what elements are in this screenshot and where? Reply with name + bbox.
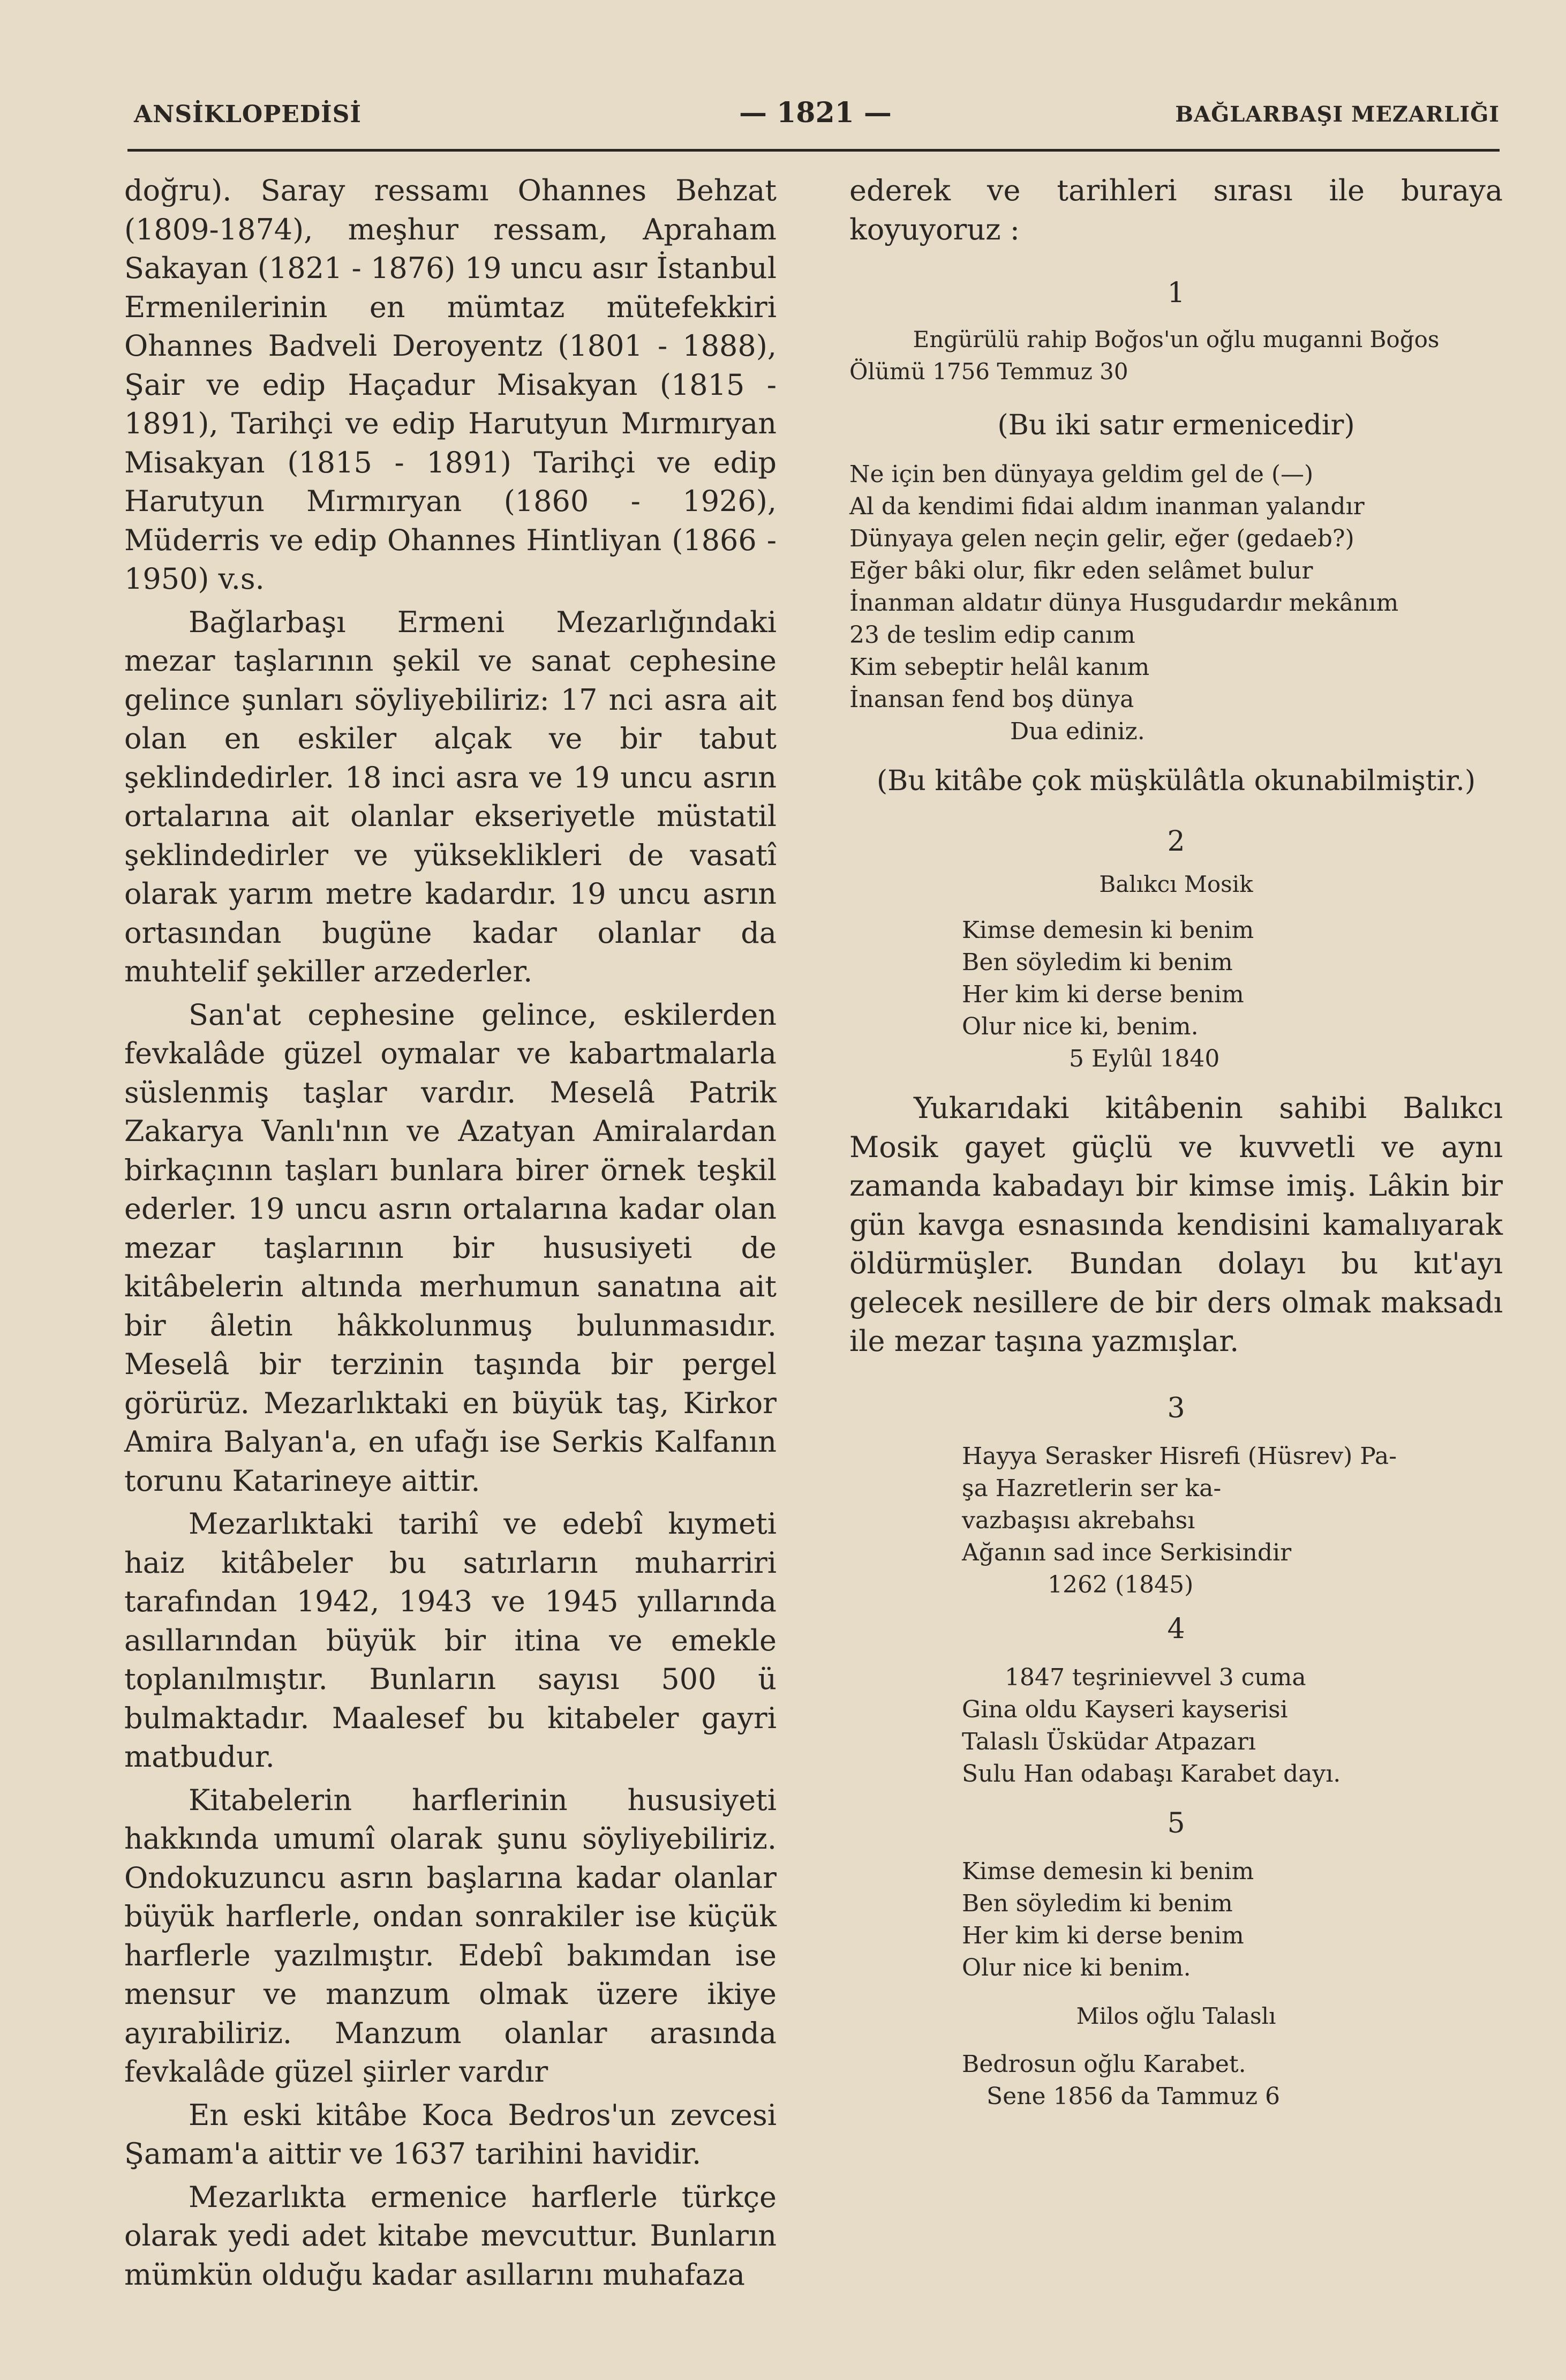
poem-line: Ben söyledim ki benim: [962, 1890, 1233, 1917]
intro-text: ederek ve tarihleri sırası ile buraya koyuyoruz :: [849, 174, 1503, 246]
header-right-title: BAĞLARBAŞI MEZARLIĞI: [1175, 102, 1500, 127]
inscription-1-note: (Bu iki satır ermenicedir): [997, 409, 1355, 441]
inscription-1-line: Engürülü rahip Boğos'un oğlu muganni Boğos: [913, 326, 1440, 352]
poem-line: Al da kendimi fidai aldım inanman yalandır: [849, 493, 1365, 520]
inscription-5-name: Milos oğlu Talaslı: [1076, 2003, 1276, 2029]
header-left-title: ANSİKLOPEDİSİ: [134, 101, 362, 128]
paragraph-6: En eski kitâbe Koca Bedros'un zevcesi Şamam'a aittir ve 1637 tarihini havidir.: [124, 2098, 777, 2171]
header-rule: [127, 149, 1500, 152]
paragraph-4: Mezarlıktaki tarihî ve edebî kıymeti haiz kitâbeler bu satırların muharriri tarafından 1942, 1943 ve 1945 yıllarında asıllarından büyük bir itina ve emekle toplanılmıştır. Bunların sayısı 500 ü bulmaktadır. Maalesef bu kitabeler gayri matbudur.: [124, 1507, 777, 1774]
paragraph-5: Kitabelerin harflerinin hususiyeti hakkında umumî olarak şunu söyliyebiliriz. Ondokuzuncu asrın başlarına kadar olanlar büyük harflerle, ondan sonrakiler ise küçük harflerle yazılmıştır. Edebî bakımdan ise mensur ve manzum olmak üzere ikiye ayırabiliriz. Manzum olanlar arasında fevkalâde güzel şiirler vardır: [124, 1783, 777, 2089]
inscription-3-number: 3: [1167, 1392, 1185, 1424]
poem-line: 1262 (1845): [1048, 1571, 1194, 1598]
inscription-1-number: 1: [1167, 277, 1185, 309]
poem-line: 23 de teslim edip canım: [849, 621, 1135, 649]
inscription-5-poem: [849, 1856, 1503, 1984]
poem-line: Gina oldu Kayseri kayserisi: [962, 1695, 1288, 1723]
running-header: [134, 90, 1500, 144]
paragraph-7: Mezarlıkta ermenice harflerle türkçe olarak yedi adet kitabe mevcuttur. Bunların mümkün olduğu kadar asıllarını muhafaza: [124, 2180, 777, 2292]
inscription-2-name: Balıkcı Mosik: [1099, 871, 1253, 897]
poem-line: Kimse demesin ki benim: [962, 1858, 1254, 1885]
poem-line: Kim sebeptir helâl kanım: [849, 654, 1150, 681]
inscription-4-number: 4: [1167, 1613, 1185, 1645]
paragraph-2: Bağlarbaşı Ermeni Mezarlığındaki mezar taşlarının şekil ve sanat cephesine gelince şunları söyliyebiliriz: 17 nci asra ait olan en eskiler alçak ve bir tabut şeklindedirler. 18 inci asra ve 19 uncu asrın ortalarına ait olanlar ekseriyetle müstatil şeklindedirler ve yükseklikleri de vasatî olarak yarım metre kadardır. 19 uncu asrın ortasından bugüne kadar olanlar da muhtelif şekiller arzederler.: [124, 605, 777, 988]
poem-line: Hayya Serasker Hisrefi (Hüsrev) Pa-: [962, 1443, 1397, 1470]
poem-line: Dünyaya gelen neçin gelir, eğer (gedaeb?): [849, 525, 1354, 552]
inscription-2-commentary: Yukarıdaki kitâbenin sahibi Balıkcı Mosik gayet güçlü ve kuvvetli ve aynı zamanda kabadayı bir kimse imiş. Lâkin bir gün kavga esnasında kendisini kamalıyarak öldürmüşler. Bundan dolayı bu kıt'ayı gelecek nesillere de bir ders olmak maksadı ile mezar taşına yazmışlar.: [849, 1091, 1503, 1358]
poem-line: vazbaşısı akrebahsı: [962, 1507, 1195, 1534]
inscription-1-note-2: (Bu kitâbe çok müşkülâtla okunabilmiştir.): [876, 765, 1476, 797]
poem-line: 5 Eylûl 1840: [1069, 1045, 1220, 1072]
poem-line: Bedrosun oğlu Karabet.: [962, 2051, 1246, 2078]
poem-line: Ne için ben dünyaya geldim gel de (—): [849, 461, 1314, 488]
poem-line: Kimse demesin ki benim: [962, 917, 1254, 944]
poem-line: Talaslı Üsküdar Atpazarı: [962, 1728, 1256, 1755]
poem-line: şa Hazretlerin ser ka-: [962, 1475, 1222, 1502]
inscription-1-heading: [849, 324, 1503, 388]
poem-line: Ağanın sad ince Serkisindir: [962, 1539, 1292, 1566]
poem-line: Olur nice ki, benim.: [962, 1013, 1199, 1040]
poem-line: Eğer bâki olur, fikr eden selâmet bulur: [849, 557, 1313, 584]
inscription-3-poem: [849, 1440, 1503, 1601]
inscription-5-number: 5: [1167, 1807, 1185, 1840]
poem-line: Ben söyledim ki benim: [962, 949, 1233, 976]
inscription-1-line: Ölümü 1756 Temmuz 30: [849, 358, 1128, 385]
poem-line: Olur nice ki benim.: [962, 1954, 1191, 1981]
poem-line: Her kim ki derse benim: [962, 1922, 1244, 1949]
paragraph-3: San'at cephesine gelince, eskilerden fevkalâde güzel oymalar ve kabartmalarla süslenmiş taşlar vardır. Meselâ Patrik Zakarya Vanlı'nın ve Azatyan Amiralardan birkaçının taşları bunlara birer örnek teşkil ederler. 19 uncu asrın ortalarına kadar olan mezar taşlarının bir hususiyeti de kitâbelerin altında merhumun sanatına ait bir âletin hâkkolunmuş bulunmasıdır. Meselâ bir terzinin taşında bir pergel görürüz. Mezarlıktaki en büyük taş, Kirkor Amira Balyan'a, en ufağı ise Serkis Kalfanın torunu Katarineye aittir.: [124, 997, 777, 1498]
inscription-4-poem: [849, 1662, 1503, 1790]
poem-line: Dua ediniz.: [1010, 718, 1145, 745]
paragraph-1: doğru). Saray ressamı Ohannes Behzat (1809-1874), meşhur ressam, Apraham Sakayan (1821 - 1876) 19 uncu asır İstanbul Ermenilerinin en mümtaz mütefekkiri Ohannes Badveli Deroyentz (1801 - 1888), Şair ve edip Haçadur Misakyan (1815 - 1891), Tarihçi ve edip Harutyun Mırmıryan Misakyan (1815 - 1891) Tarihçi ve edip Harutyun Mırmıryan (1860 - 1926), Müderris ve edip Ohannes Hintliyan (1866 - 1950) v.s.: [124, 174, 777, 596]
inscription-1-poem: [849, 459, 1503, 748]
poem-line: Her kim ki derse benim: [962, 981, 1244, 1008]
right-column: [849, 171, 1503, 2113]
page-number: — 1821 —: [739, 96, 892, 129]
inscription-2-poem: [849, 914, 1503, 1075]
left-column: [124, 171, 777, 2294]
inscription-2-number: 2: [1167, 825, 1185, 858]
inscription-5-tail: [849, 2048, 1503, 2113]
poem-line: İnansan fend boş dünya: [849, 686, 1134, 713]
poem-line: İnanman aldatır dünya Husgudardır mekânım: [849, 589, 1399, 617]
poem-line: Sulu Han odabaşı Karabet dayı.: [962, 1760, 1341, 1788]
poem-line: 1847 teşrinievvel 3 cuma: [1005, 1663, 1306, 1691]
poem-line: Sene 1856 da Tammuz 6: [987, 2083, 1281, 2110]
